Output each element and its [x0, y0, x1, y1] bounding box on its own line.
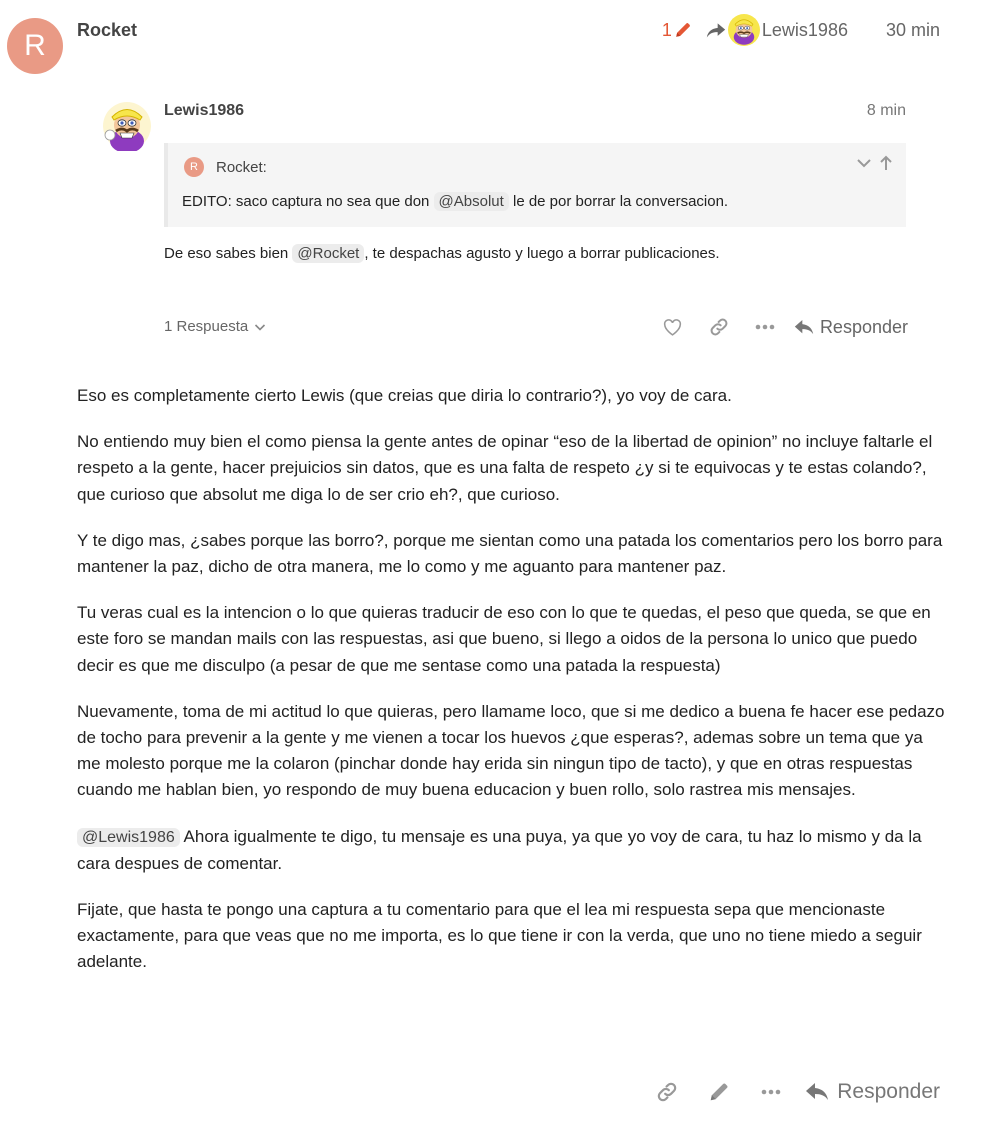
- replies-toggle[interactable]: [164, 318, 266, 335]
- reply-label: Responder: [819, 316, 908, 337]
- pencil-icon: [674, 21, 692, 39]
- author-avatar[interactable]: R: [7, 18, 63, 74]
- edit-history-button[interactable]: [662, 20, 692, 41]
- paragraph-6: [77, 824, 947, 877]
- mention-absolut[interactable]: @Absolut: [434, 192, 509, 211]
- author-name[interactable]: Rocket: [77, 20, 138, 40]
- reply-icon: [794, 319, 814, 336]
- more-icon: [755, 324, 775, 330]
- paragraph-7: Fijate, que hasta te pongo una captura a tu comentario para que el lea mi respuesta sepa que mencionaste exactamente, para que veas que no me importa, es lo que tiene ir con la verda, que uno no tiene miedo a seguir adelante.: [77, 900, 922, 972]
- replies-label: 1 Respuesta: [164, 318, 249, 335]
- post-meta: [662, 18, 940, 42]
- post-body: [77, 383, 947, 996]
- user-avatar-icon: [728, 14, 760, 46]
- paragraph-3: Y te digo mas, ¿sabes porque las borro?, porque me sientan como una patada los comentarios pero los borro para mantener la paz, dicho de otra manera, me lo como y me aguanto para mantener paz.: [77, 530, 943, 577]
- quote-header: [184, 157, 267, 177]
- pencil-icon: [708, 1081, 730, 1103]
- copy-link-button[interactable]: [641, 1076, 693, 1108]
- paragraph-5: Nuevamente, toma de mi actitud lo que quieras, pero llamame loco, que si me dedico a buena fe hacer ese pedazo de tocho para prevenir a la gente y me vienen a tocar los huevos ¿que esperas?, ademas sobre un tema que ya me molesto porque me la colaron (pinchar donde hay erida sin ningun tipo de tacto), y que en otras respuestas cuando me hablan bien, yo respondo de muy buena educacion y buen rollo, solo rastrea mis mensajes.: [77, 701, 945, 800]
- link-icon: [709, 317, 729, 337]
- reply-to-username: Lewis1986: [761, 19, 848, 40]
- share-arrow-icon: [706, 21, 726, 39]
- chevron-down-icon: [254, 321, 266, 333]
- quote-text-after: le de por borrar la conversacion.: [508, 193, 729, 210]
- embedded-text-after: , te despachas agusto y luego a borrar publicaciones.: [364, 245, 720, 262]
- quote-controls: [856, 155, 894, 171]
- embedded-actions: [650, 313, 908, 341]
- quote-author: Rocket:: [216, 158, 267, 176]
- post-actions: [641, 1076, 940, 1108]
- embedded-text: [164, 245, 720, 262]
- link-icon: [656, 1081, 678, 1103]
- chevron-down-icon[interactable]: [856, 155, 872, 171]
- reply-to-link[interactable]: [706, 14, 848, 46]
- reply-button[interactable]: [805, 1080, 940, 1104]
- paragraph-4: Tu veras cual es la intencion o lo que quieras traducir de eso con lo que te quedas, el peso que queda, se que en este foro se mandan mails con las respuestas, asi que bueno, si llego a oidos de la persona lo unico que puedo decir es que me disculpo (a pesar de que me sentase como una patada la respuesta): [77, 603, 931, 675]
- like-button[interactable]: [650, 313, 696, 341]
- quote-block: [164, 143, 906, 227]
- embedded-author[interactable]: Lewis1986: [164, 102, 245, 119]
- mention-rocket[interactable]: @Rocket: [292, 244, 364, 263]
- reply-label: Responder: [837, 1080, 940, 1103]
- embedded-text-before: De eso sabes bien: [164, 245, 293, 262]
- quote-text-before: EDITO: saco captura no sea que don: [182, 193, 434, 210]
- reply-icon: [805, 1082, 829, 1102]
- paragraph-6-text: Ahora igualmente te digo, tu mensaje es una puya, ya que yo voy de cara, tu haz lo mismo y da la cara despues de comentar.: [77, 826, 922, 873]
- post-date[interactable]: 30 min: [885, 19, 940, 40]
- edit-count: 1: [661, 19, 672, 40]
- embedded-date[interactable]: 8 min: [866, 102, 906, 119]
- lewis-avatar[interactable]: [102, 101, 152, 151]
- quote-author-avatar: R: [184, 157, 204, 177]
- embedded-reply-button[interactable]: [794, 317, 908, 338]
- paragraph-2: No entiendo muy bien el como piensa la gente antes de opinar “eso de la libertad de opinion” no incluye faltarle el respeto a la gente, hacer prejuicios sin datos, que es una falta de respeto ¿y si te equivocas y te estas colando?, que curioso que absolut me diga lo de ser crio eh?, que curioso.: [77, 432, 933, 504]
- edit-button[interactable]: [693, 1076, 745, 1108]
- chevron-up-icon[interactable]: [878, 155, 894, 171]
- paragraph-1: Eso es completamente cierto Lewis (que creias que diria lo contrario?), yo voy de cara.: [77, 386, 732, 405]
- more-icon: [760, 1089, 782, 1095]
- heart-icon: [663, 319, 682, 336]
- mention-lewis[interactable]: @Lewis1986: [77, 828, 180, 847]
- copy-link-button[interactable]: [696, 313, 742, 341]
- embedded-reply: [102, 95, 910, 355]
- quote-text: [182, 193, 728, 210]
- more-button[interactable]: [745, 1076, 797, 1108]
- more-button[interactable]: [742, 313, 788, 341]
